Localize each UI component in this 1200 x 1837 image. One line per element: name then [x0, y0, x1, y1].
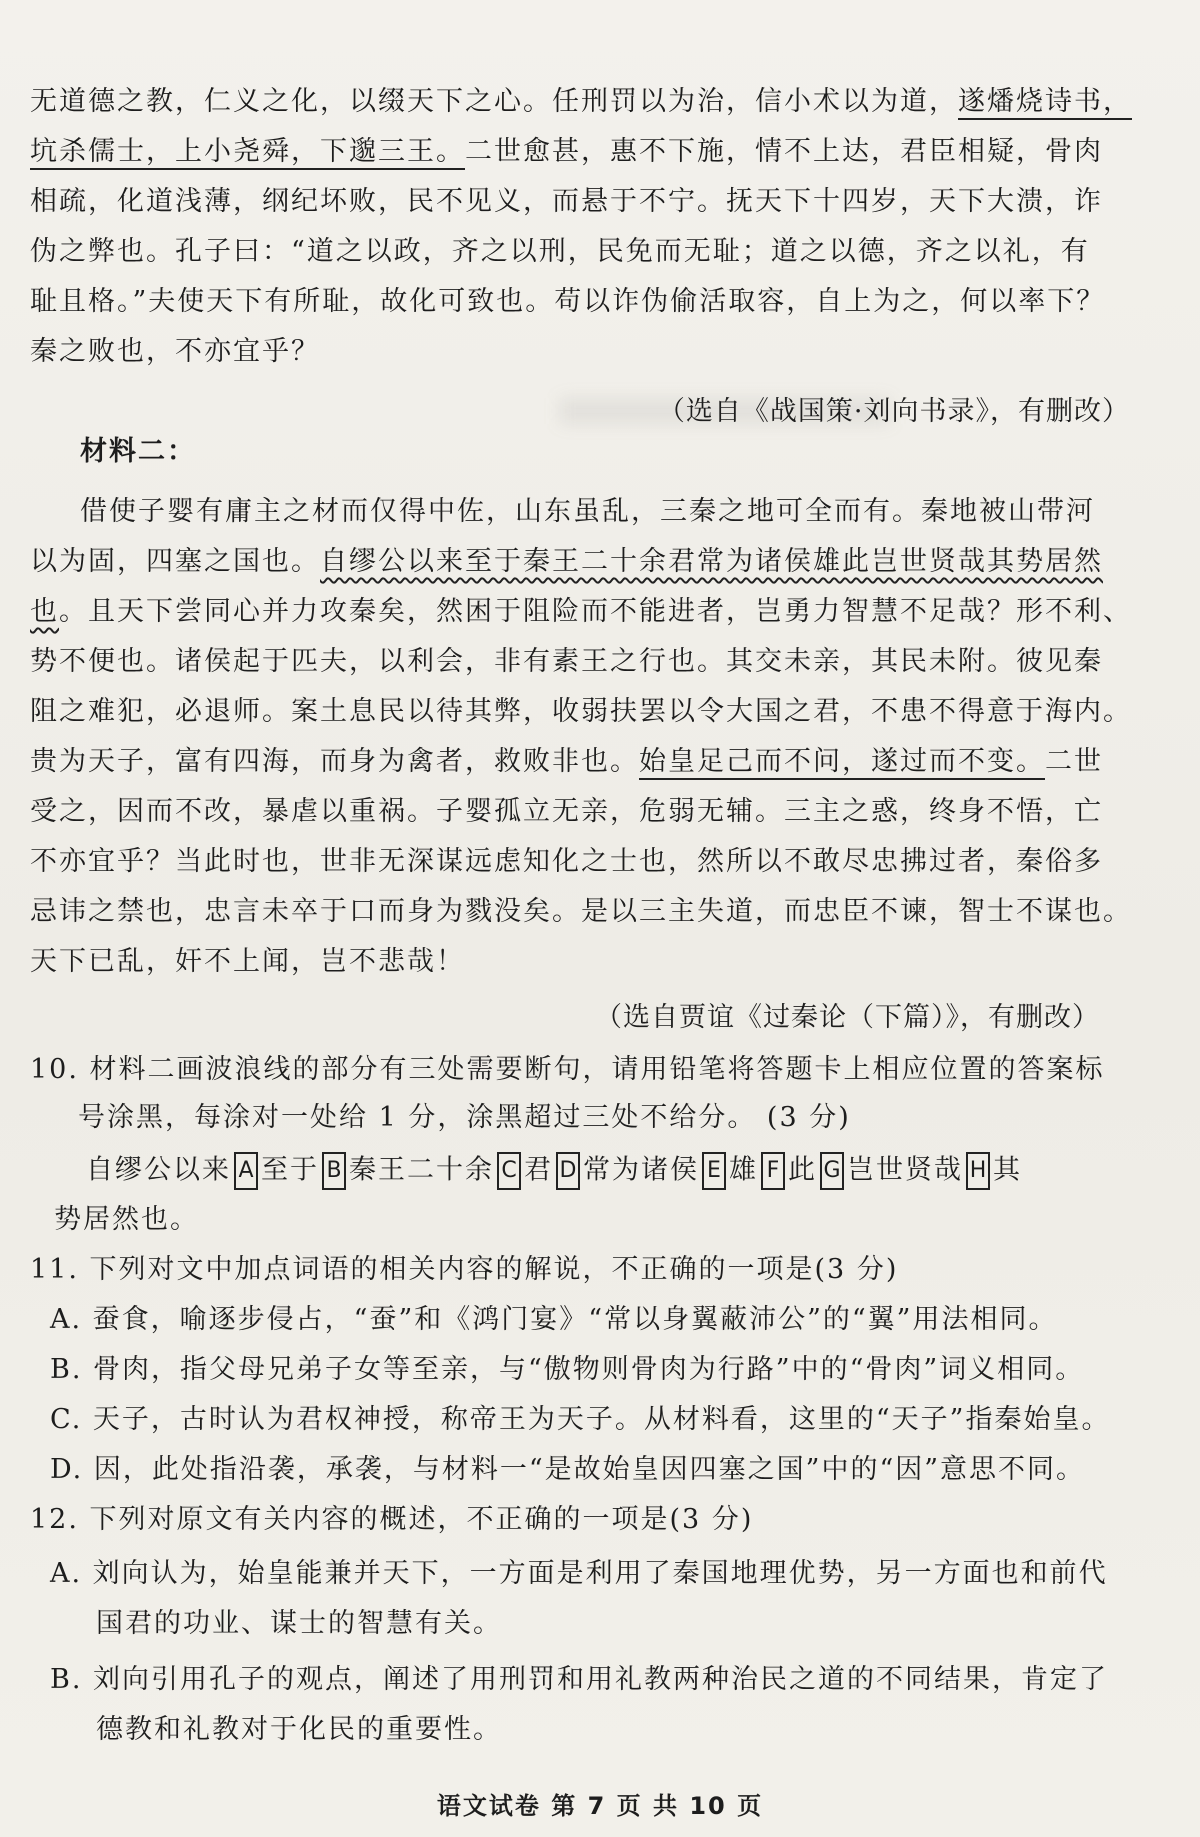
sentence-segment: 雄 — [729, 1154, 758, 1186]
break-option-box[interactable]: A — [234, 1152, 258, 1190]
sentence-segment: 至于 — [261, 1154, 319, 1186]
page-footer: 语文试卷 第 7 页 共 10 页 — [436, 1792, 764, 1820]
m2-text: 贵为天子，富有四海，而身为禽者，救败非也。 — [30, 746, 639, 777]
break-option-box[interactable]: E — [702, 1152, 726, 1190]
m2-line — [30, 744, 1103, 780]
m2-line: 不亦宜乎？当此时也，世非无深谋远虑知化之士也，然所以不敢尽忠拂过者，秦俗多 — [30, 846, 1103, 877]
m1-line — [30, 84, 1132, 120]
sentence-segment: 常为诸侯 — [583, 1154, 699, 1186]
break-option-box[interactable]: B — [322, 1152, 346, 1190]
material-two-heading: 材料二： — [80, 436, 196, 467]
question-11-option-d[interactable]: D. 因，此处指沿袭，承袭，与材料一“是故始皇因四塞之国”中的“因”意思不同。 — [50, 1454, 1086, 1485]
m2-line: 势不便也。诸侯起于匹夫，以利会，非有素王之行也。其交未亲，其民未附。彼见秦 — [30, 646, 1103, 677]
m1-source: （选自《战国策·刘向书录》，有删改） — [657, 396, 1130, 427]
question-12-option-a[interactable]: A. 刘向认为，始皇能兼并天下，一方面是利用了秦国地理优势，另一方面也和前代 — [50, 1558, 1108, 1589]
question-11-option-b[interactable]: B. 骨肉，指父母兄弟子女等至亲，与“傲物则骨肉为行路”中的“骨肉”词义相同。 — [50, 1354, 1085, 1385]
m2-text: 。且天下尝同心并力攻秦矣，然困于阻险而不能进者，岂勇力智慧不足哉？形不利、 — [59, 596, 1132, 627]
question-12-option-b-cont: 德教和礼教对于化民的重要性。 — [96, 1714, 502, 1745]
m1-line: 相疏，化道浅薄，纲纪坏败，民不见义，而悬于不宁。抚天下十四岁，天下大溃，诈 — [30, 186, 1103, 217]
break-option-box[interactable]: H — [966, 1152, 990, 1190]
m1-line: 秦之败也，不亦宜乎？ — [30, 336, 320, 367]
m2-source: （选自贾谊《过秦论（下篇）》，有删改） — [595, 1002, 1100, 1033]
wavy-underlined-text: 也 — [30, 596, 59, 627]
sentence-segment: 此 — [788, 1154, 817, 1186]
sentence-segment: 自缪公以来 — [86, 1154, 231, 1186]
question-12-option-b[interactable]: B. 刘向引用孔子的观点，阐述了用刑罚和用礼教两种治民之道的不同结果，肯定了 — [50, 1664, 1109, 1695]
question-10-stem: 10. 材料二画波浪线的部分有三处需要断句，请用铅笔将答题卡上相应位置的答案标 — [30, 1054, 1105, 1085]
question-11-stem: 11. 下列对文中加点词语的相关内容的解说，不正确的一项是(3 分) — [30, 1254, 899, 1285]
m2-line: 忌讳之禁也，忠言未卒于口而身为戮没矣。是以三主失道，而忠臣不谏，智士不谋也。 — [30, 896, 1132, 927]
question-12-stem: 12. 下列对原文有关内容的概述，不正确的一项是(3 分) — [30, 1504, 754, 1535]
question-10-stem: 号涂黑，每涂对一处给 1 分，涂黑超过三处不给分。 (3 分) — [78, 1102, 851, 1133]
m2-line: 受之，因而不改，暴虐以重祸。子婴孤立无亲，危弱无辅。三主之惑，终身不悟，亡 — [30, 796, 1103, 827]
m2-line: 阻之难犯，必退师。案土息民以待其弊，收弱扶罢以令大国之君，不患不得意于海内。 — [30, 696, 1132, 727]
question-10-sentence-tail: 势居然也。 — [54, 1204, 199, 1235]
m1-text: 无道德之教，仁义之化，以缀天下之心。任刑罚以为治，信小术以为道， — [30, 86, 958, 117]
question-11-option-c[interactable]: C. 天子，古时认为君权神授，称帝王为天子。从材料看，这里的“天子”指秦始皇。 — [50, 1404, 1111, 1435]
m2-line: 借使子婴有庸主之材而仅得中佐，山东虽乱，三秦之地可全而有。秦地被山带河 — [80, 496, 1095, 527]
break-option-box[interactable]: G — [820, 1152, 844, 1190]
m1-line — [30, 134, 1103, 170]
question-10-sentence — [86, 1152, 1022, 1190]
sentence-segment: 君 — [524, 1154, 553, 1186]
wavy-underlined-text: 自缪公以来至于秦王二十余君常为诸侯雄此岂世贤哉其势居然 — [320, 546, 1103, 577]
m2-line — [30, 544, 1103, 580]
break-option-box[interactable]: C — [497, 1152, 521, 1190]
m2-text: 二世 — [1045, 746, 1103, 777]
question-11-option-a[interactable]: A. 蚕食，喻逐步侵占，“蚕”和《鸿门宴》“常以身翼蔽沛公”的“翼”用法相同。 — [50, 1304, 1058, 1335]
m2-line — [30, 594, 1132, 630]
underlined-text: 坑杀儒士，上小尧舜，下邈三王。 — [30, 136, 465, 167]
m2-text: 以为固，四塞之国也。 — [30, 546, 320, 577]
break-option-box[interactable]: D — [556, 1152, 580, 1190]
break-option-box[interactable]: F — [761, 1152, 785, 1190]
m1-line: 伪之弊也。孔子曰：“道之以政，齐之以刑，民免而无耻；道之以德，齐之以礼，有 — [30, 236, 1090, 267]
m1-line: 耻且格。”夫使天下有所耻，故化可致也。苟以诈伪偷活取容，自上为之，何以率下？ — [30, 286, 1106, 317]
sentence-segment: 岂世贤哉 — [847, 1154, 963, 1186]
sentence-segment: 其 — [993, 1154, 1022, 1186]
m2-line: 天下已乱，奸不上闻，岂不悲哉！ — [30, 946, 465, 977]
sentence-segment: 秦王二十余 — [349, 1154, 494, 1186]
m1-text: 二世愈甚，惠不下施，情不上达，君臣相疑，骨肉 — [465, 136, 1103, 167]
underlined-text: 始皇足己而不问，遂过而不变。 — [639, 746, 1045, 777]
underlined-text: 遂燔烧诗书， — [958, 86, 1132, 117]
question-12-option-a-cont: 国君的功业、谋士的智慧有关。 — [96, 1608, 502, 1639]
